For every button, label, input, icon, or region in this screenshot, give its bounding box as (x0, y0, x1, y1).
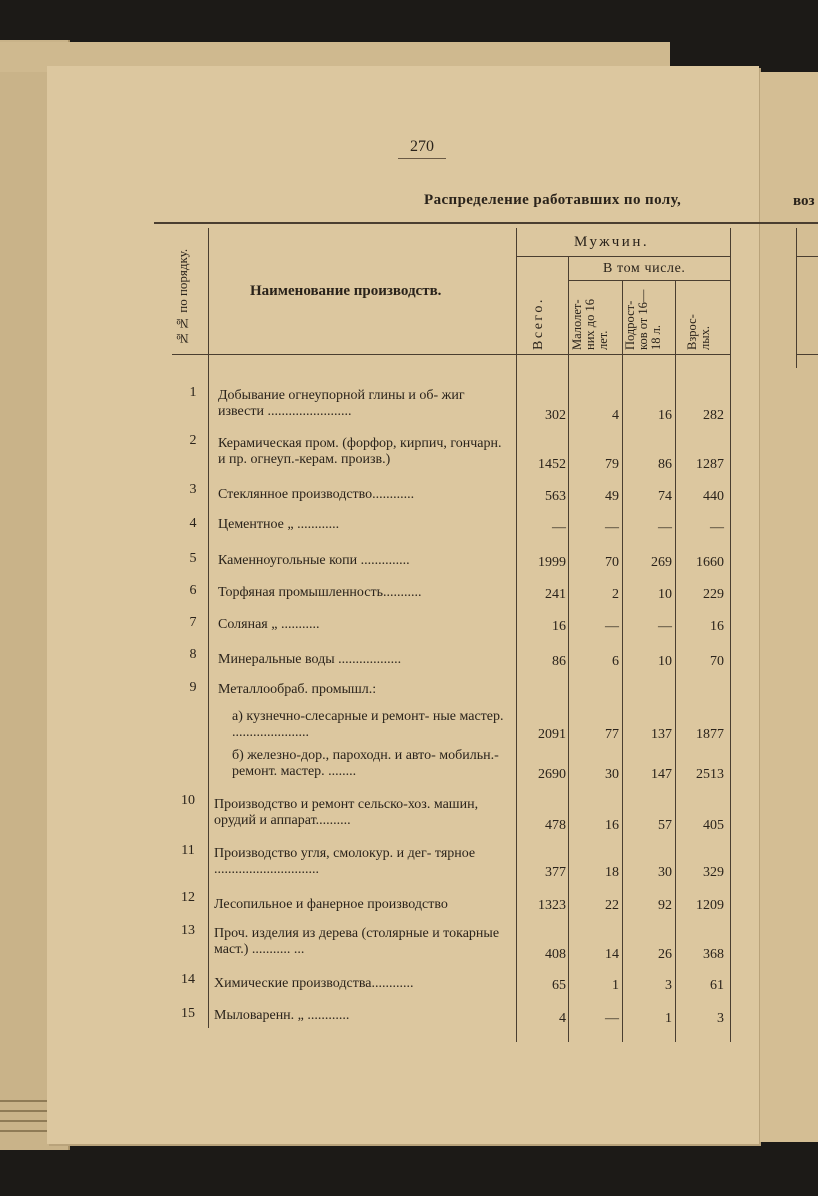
cell-16-18: 3 (665, 978, 672, 993)
subgroup-header: В том числе. (603, 261, 686, 276)
header-bottom-rule (172, 354, 730, 355)
cell-under16: 16 (605, 818, 619, 833)
cell-under16: 70 (605, 555, 619, 570)
row-number: 2 (189, 433, 197, 448)
cell-total: 302 (545, 408, 566, 423)
page-number: 270 (410, 138, 434, 155)
row-number: 14 (181, 972, 195, 987)
cell-total: 377 (545, 865, 566, 880)
cell-under16: 2 (612, 587, 619, 602)
cell-total: 1323 (538, 898, 566, 913)
cell-adult: 368 (703, 947, 724, 962)
row-number: 7 (189, 615, 197, 630)
cell-16-18: — (658, 520, 672, 535)
cell-16-18: 137 (651, 727, 672, 742)
cell-total: 16 (552, 619, 566, 634)
cell-adult: 282 (703, 408, 724, 423)
cell-16-18: 26 (658, 947, 672, 962)
cell-total: 2091 (538, 727, 566, 742)
row-number: 9 (189, 680, 197, 695)
row-name: Каменноугольные копи .............. (218, 553, 410, 568)
cell-under16: 77 (605, 727, 619, 742)
column-divider (208, 228, 209, 1028)
cell-under16: 4 (612, 408, 619, 423)
next-page-rule (796, 354, 818, 355)
cell-adult: 61 (710, 978, 724, 993)
group-header-men: Мужчин. (574, 234, 650, 250)
row-name: Керамическая пром. (форфор, кирпич, гончарн. и пр. огнеуп.-керам. произв.) (218, 436, 502, 467)
cell-total: 408 (545, 947, 566, 962)
cell-under16: 18 (605, 865, 619, 880)
row-name: Проч. изделия из дерева (столярные и токарные маст.) ........... ... (214, 926, 500, 957)
row-number: 13 (181, 923, 195, 938)
cell-adult: 16 (710, 619, 724, 634)
cell-16-18: — (658, 619, 672, 634)
cell-16-18: 10 (658, 654, 672, 669)
cell-total: 563 (545, 489, 566, 504)
table-heading-continuation: воз (793, 193, 815, 209)
cell-under16: — (605, 1011, 619, 1026)
cell-under16: 1 (612, 978, 619, 993)
cell-adult: 329 (703, 865, 724, 880)
cell-under16: 79 (605, 457, 619, 472)
col-16-18-header: Подрост- ков от 16—18 л. (623, 289, 663, 350)
row-number: 1 (189, 385, 197, 400)
cell-adult: 1660 (696, 555, 724, 570)
cell-adult: 70 (710, 654, 724, 669)
col-index-header: №№ по порядку. (175, 248, 190, 346)
cell-adult: 1287 (696, 457, 724, 472)
row-number: 5 (189, 551, 197, 566)
row-number: 3 (189, 482, 197, 497)
row-name: Торфяная промышленность........... (218, 585, 422, 600)
next-page-rule (796, 256, 818, 257)
cell-total: 4 (559, 1011, 566, 1026)
row-name: а) кузнечно-слесарные и ремонт- ные мастер. ...................... (232, 709, 504, 740)
cell-16-18: 57 (658, 818, 672, 833)
cell-total: 86 (552, 654, 566, 669)
row-name: Стеклянное производство............ (218, 487, 415, 502)
row-number: 8 (189, 647, 197, 662)
cell-16-18: 269 (651, 555, 672, 570)
column-divider (730, 228, 731, 1042)
row-name: Лесопильное и фанерное производство (214, 897, 448, 912)
cell-total: 1452 (538, 457, 566, 472)
cell-16-18: 10 (658, 587, 672, 602)
col-under16-header: Малолет- них до 16 лет. (570, 299, 610, 350)
row-number: 15 (181, 1006, 195, 1021)
column-divider (622, 280, 623, 1042)
group-header-rule (516, 256, 730, 257)
row-name: Соляная „ ........... (218, 617, 320, 632)
cell-total: 1999 (538, 555, 566, 570)
row-name: Металлообраб. промышл.: (218, 682, 377, 697)
row-name: Производство и ремонт сельско-хоз. машин, орудий и аппарат.......... (214, 797, 479, 828)
cell-adult: 1209 (696, 898, 724, 913)
cell-16-18: 74 (658, 489, 672, 504)
cell-adult: 405 (703, 818, 724, 833)
cell-under16: 22 (605, 898, 619, 913)
row-number: 12 (181, 890, 195, 905)
cell-under16: 6 (612, 654, 619, 669)
row-number: 6 (189, 583, 197, 598)
column-divider (675, 280, 676, 1042)
column-divider (568, 256, 569, 1042)
row-name: Производство угля, смолокур. и дег- тярное .............................. (214, 846, 476, 877)
cell-adult: 229 (703, 587, 724, 602)
next-page-edge (760, 72, 818, 1142)
cell-total: 478 (545, 818, 566, 833)
col-total-header: Всего. (531, 297, 546, 350)
cell-total: 241 (545, 587, 566, 602)
cell-total: 2690 (538, 767, 566, 782)
row-name: Добывание огнеупорной глины и об- жиг извести ........................ (218, 388, 465, 419)
cell-adult: 2513 (696, 767, 724, 782)
col-adult-header: Взрос- лых. (685, 314, 712, 350)
cell-16-18: 147 (651, 767, 672, 782)
cell-adult: 1877 (696, 727, 724, 742)
table-heading: Распределение работавших по полу, (424, 192, 682, 208)
cell-under16: 14 (605, 947, 619, 962)
cell-total: 65 (552, 978, 566, 993)
row-number: 10 (181, 793, 195, 808)
cell-16-18: 16 (658, 408, 672, 423)
cell-16-18: 30 (658, 865, 672, 880)
col-name-header: Наименование производств. (250, 283, 442, 299)
column-divider (516, 228, 517, 1042)
cell-adult: 3 (717, 1011, 724, 1026)
row-name: б) железно-дор., пароходн. и авто- мобильн.-ремонт. мастер. ........ (232, 748, 499, 779)
row-name: Химические производства............ (214, 976, 414, 991)
cell-16-18: 1 (665, 1011, 672, 1026)
cell-16-18: 92 (658, 898, 672, 913)
row-number: 11 (181, 843, 195, 858)
cell-total: — (552, 520, 566, 535)
row-number: 4 (189, 516, 197, 531)
subgroup-header-rule (568, 280, 730, 281)
row-name: Мыловаренн. „ ............ (214, 1008, 350, 1023)
next-page-divider (796, 228, 797, 368)
cell-under16: — (605, 520, 619, 535)
cell-under16: 49 (605, 489, 619, 504)
row-name: Минеральные воды .................. (218, 652, 402, 667)
cell-adult: — (710, 520, 724, 535)
page-number-rule (398, 158, 446, 159)
cell-under16: — (605, 619, 619, 634)
cell-16-18: 86 (658, 457, 672, 472)
table-top-rule (154, 222, 818, 224)
cell-adult: 440 (703, 489, 724, 504)
row-name: Цементное „ ............ (218, 517, 340, 532)
cell-under16: 30 (605, 767, 619, 782)
